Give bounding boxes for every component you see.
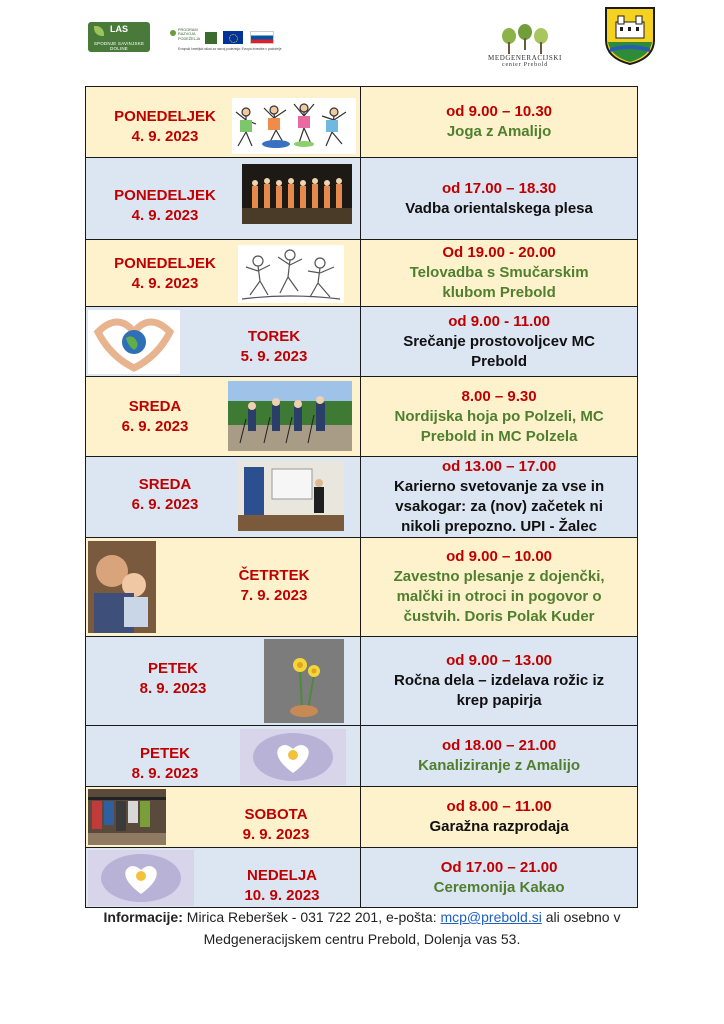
time-text: Od 17.00 – 21.00 (440, 858, 558, 876)
slovenia-flag-icon (250, 31, 274, 44)
table-row (86, 87, 638, 158)
day-cell (86, 726, 361, 787)
day-name: SREDA (138, 476, 192, 493)
day-name: NEDELJA (246, 867, 317, 884)
tree-icon (502, 28, 516, 54)
daisy-heart-image (88, 850, 194, 906)
day-date: 8. 9. 2023 (139, 680, 207, 697)
day-name: ČETRTEK (238, 567, 310, 584)
info-cell (361, 787, 638, 848)
table-row (86, 787, 638, 848)
time-text: od 17.00 – 18.30 (441, 179, 557, 197)
day-cell (86, 848, 361, 908)
program-mark-icon (170, 30, 176, 36)
activity-text: nikoli prepozno. UPI - Žalec (401, 518, 598, 535)
activity-text: klubom Prebold (442, 284, 556, 301)
footer-info (60, 906, 664, 950)
day-date: 4. 9. 2023 (131, 207, 199, 224)
day-cell (86, 787, 361, 848)
las-logo (88, 22, 150, 52)
hands-globe-image (88, 310, 180, 374)
day-date: 9. 9. 2023 (242, 826, 310, 843)
las-logo-title: LAS (110, 24, 128, 34)
footer-address: Medgeneracijskem centru Prebold, Dolenja vas 53. (203, 931, 521, 947)
activity-text: Ročna dela – izdelava rožic iz (394, 672, 605, 689)
schedule-table (85, 86, 638, 908)
municipality-crest-icon (604, 6, 656, 66)
info-cell (361, 240, 638, 307)
paper-flowers-image (264, 639, 344, 723)
table-row (86, 726, 638, 787)
day-date: 6. 9. 2023 (121, 418, 189, 435)
dancers-image (232, 98, 356, 154)
activity-text: malčki in otroci in pogovor o (396, 588, 602, 605)
presentation-image (238, 461, 344, 531)
activity-text: Srečanje prostovoljcev MC (403, 332, 595, 350)
program-logo-text: PROGRAM RAZVOJA PODEŽELJA (178, 28, 201, 41)
activity-text: Garažna razprodaja (429, 818, 569, 835)
info-cell (361, 307, 638, 377)
day-name: PONEDELJEK (114, 187, 216, 204)
table-row (86, 377, 638, 457)
time-text: od 9.00 – 10.30 (446, 103, 553, 120)
table-row (86, 158, 638, 240)
table-row (86, 307, 638, 377)
las-logo-subtitle: SPODNJE SAVINJSKE DOLINE (93, 41, 145, 51)
agriculture-fund-icon (205, 32, 217, 44)
day-cell (86, 307, 361, 377)
mcp-logo-line1: MEDGENERACIJSKI (488, 54, 562, 62)
activity-text: Zavestno plesanje z dojenčki, (393, 568, 605, 585)
day-date: 6. 9. 2023 (131, 496, 199, 513)
mcp-logo (480, 8, 570, 68)
day-name: PONEDELJEK (114, 255, 216, 272)
time-text: od 18.00 – 21.00 (441, 737, 557, 754)
activity-text: Kanaliziranje z Amalijo (418, 757, 581, 774)
table-row (86, 538, 638, 637)
footer-contact-tail: ali osebno v (541, 909, 621, 925)
activity-text: Nordijska hoja po Polzeli, MC (394, 407, 604, 425)
day-name: SREDA (128, 398, 182, 415)
activity-text: Vadba orientalskega plesa (405, 199, 593, 217)
day-name: TOREK (247, 328, 301, 345)
time-text: od 13.00 – 17.00 (441, 458, 557, 475)
garage-sale-image (88, 789, 166, 845)
time-text: od 9.00 – 13.00 (446, 652, 553, 669)
footer-label: Informacije: (103, 909, 183, 925)
time-text: od 9.00 – 10.00 (446, 548, 553, 565)
info-cell (361, 726, 638, 787)
email-link[interactable]: mcp@prebold.si (440, 909, 542, 925)
stage-dancers-image (242, 164, 352, 224)
info-cell (361, 848, 638, 908)
day-cell (86, 87, 361, 158)
info-cell (361, 637, 638, 726)
program-logo-caption: Evropski kmetijski sklad za razvoj podeželja: Evropa investira v podeželje (178, 47, 282, 51)
eu-flag-icon (223, 31, 243, 44)
day-date: 8. 9. 2023 (131, 765, 199, 782)
table-row (86, 457, 638, 538)
activity-text: Telovadba s Smučarskim (409, 264, 589, 281)
activity-text: Karierno svetovanje za vse in (394, 478, 605, 495)
info-cell (361, 158, 638, 240)
day-cell (86, 377, 361, 457)
day-cell (86, 240, 361, 307)
day-date: 5. 9. 2023 (240, 348, 308, 365)
day-date: 4. 9. 2023 (131, 128, 199, 145)
day-date: 7. 9. 2023 (240, 587, 308, 604)
tree-icon (518, 24, 532, 50)
info-cell (361, 377, 638, 457)
daisy-heart-image (240, 729, 346, 785)
info-cell (361, 457, 638, 538)
activity-text: Prebold (471, 352, 527, 370)
time-text: 8.00 – 9.30 (461, 387, 537, 405)
exercise-sketch-image (238, 245, 344, 303)
time-text: od 9.00 - 11.00 (448, 312, 550, 330)
info-cell (361, 87, 638, 158)
tree-icon (534, 28, 548, 54)
day-name: SOBOTA (244, 806, 308, 823)
table-row (86, 240, 638, 307)
nordic-walking-image (228, 381, 352, 451)
table-row (86, 848, 638, 908)
day-name: PETEK (139, 745, 190, 762)
info-cell (361, 538, 638, 637)
day-cell (86, 637, 361, 726)
day-cell (86, 158, 361, 240)
activity-text: Prebold in MC Polzela (420, 427, 578, 445)
activity-text: vsakogar: za (nov) začetek ni (395, 498, 603, 515)
activity-text: Ceremonija Kakao (433, 878, 565, 896)
day-cell (86, 538, 361, 637)
table-row (86, 637, 638, 726)
activity-text: čustvih. Doris Polak Kuder (403, 608, 595, 625)
time-text: od 8.00 – 11.00 (446, 798, 552, 815)
mcp-logo-line2: center Prebold (501, 62, 549, 68)
day-name: PETEK (147, 660, 198, 677)
activity-text: Joga z Amalijo (446, 123, 552, 140)
day-name: PONEDELJEK (114, 108, 216, 125)
time-text: Od 19.00 - 20.00 (442, 244, 556, 261)
mother-child-image (88, 541, 156, 633)
day-date: 4. 9. 2023 (131, 275, 199, 292)
day-date: 10. 9. 2023 (244, 887, 320, 904)
activity-text: krep papirja (456, 692, 542, 709)
day-cell (86, 457, 361, 538)
footer-contact: Mirica Reberšek - 031 722 201, e-pošta: (182, 909, 441, 925)
